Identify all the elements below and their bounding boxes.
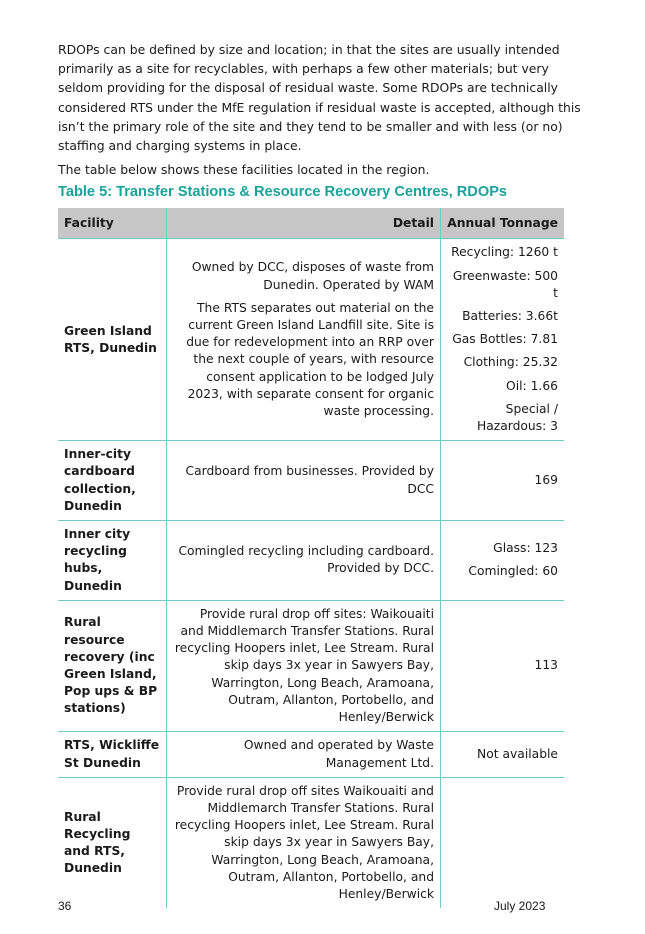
facility-cell: RTS, Wickliffe St Dunedin bbox=[58, 732, 167, 777]
tonnage-value: Glass: 123 bbox=[493, 541, 558, 556]
tonnage-column-header: Annual Tonnage bbox=[441, 208, 565, 239]
detail-paragraph: Provide rural drop off sites: Waikouaiti and Middlemarch Transfer Stations. Rural recycling Hoopers inlet, Lee Stream. Rural skip days 3x year in Sawyers Bay, Warrington, Long Beach, Aramoana, Outram, Allanton, Portobello, and Henley/Berwick bbox=[174, 606, 434, 725]
facility-cell: Rural Recycling and RTS, Dunedin bbox=[58, 777, 167, 908]
detail-cell bbox=[167, 239, 441, 441]
intro-paragraph: RDOPs can be defined by size and location; in that the sites are usually intended primarily as a site for recyclables, with perhaps a few other materials; but very seldom providing for the disposal of residual waste. Some RDOPs are technically considered RTS under the MfE regulation if residual waste is accepted, although this isn’t the primary role of the site and they tend to be smaller and with less (or no) staffing and charging systems in place. bbox=[58, 42, 581, 154]
footer-date: July 2023 bbox=[494, 899, 546, 913]
tonnage-value: Not available bbox=[477, 746, 558, 761]
tonnage-cell bbox=[441, 239, 565, 441]
tonnage-value: Clothing: 25.32 bbox=[463, 355, 558, 370]
tonnage-value: Oil: 1.66 bbox=[506, 378, 558, 393]
facility-cell: Inner city recycling hubs, Dunedin bbox=[58, 521, 167, 601]
table-body bbox=[58, 239, 564, 908]
intro-paragraph: The table below shows these facilities located in the region. bbox=[58, 162, 430, 178]
detail-column-header: Detail bbox=[167, 208, 441, 239]
detail-paragraph: Owned by DCC, disposes of waste from Dunedin. Operated by WAM bbox=[191, 260, 434, 292]
document-page bbox=[58, 40, 588, 908]
facility-cell: Inner-city cardboard collection, Dunedin bbox=[58, 441, 167, 521]
facility-column-header: Facility bbox=[58, 208, 167, 239]
tonnage-cell bbox=[441, 732, 565, 777]
tonnage-value: 113 bbox=[534, 658, 558, 673]
tonnage-value: Greenwaste: 500 t bbox=[452, 268, 558, 300]
detail-paragraph: The RTS separates out material on the current Green Island Landfill site. Site is due for redevelopment into an RRP over the next couple of years, with resource consent application to be lodged July 2023, with separate consent for organic waste processing. bbox=[186, 300, 434, 419]
table-row bbox=[58, 777, 564, 908]
detail-paragraph: Comingled recycling including cardboard. Provided by DCC. bbox=[178, 544, 434, 576]
facility-cell: Green Island RTS, Dunedin bbox=[58, 239, 167, 441]
tonnage-cell bbox=[441, 600, 565, 731]
table-row bbox=[58, 521, 564, 601]
table-caption: Table 5: Transfer Stations & Resource Recovery Centres, RDOPs bbox=[58, 184, 508, 201]
detail-paragraph: Owned and operated by Waste Management Ltd. bbox=[243, 738, 434, 770]
tonnage-value: Recycling: 1260 t bbox=[451, 245, 558, 260]
detail-paragraph: Provide rural drop off sites Waikouaiti and Middlemarch Transfer Stations. Rural recycling Hoopers inlet, Lee Stream. Rural skip days 3x year in Sawyers Bay, Warrington, Long Beach, Aramoana, Outram, Allanton, Portobello, and Henley/Berwick bbox=[174, 783, 434, 901]
table-header-row bbox=[58, 208, 564, 239]
detail-cell bbox=[167, 441, 441, 521]
detail-cell bbox=[167, 600, 441, 731]
table-row bbox=[58, 441, 564, 521]
tonnage-cell bbox=[441, 521, 565, 601]
tonnage-cell bbox=[441, 441, 565, 521]
tonnage-value: Gas Bottles: 7.81 bbox=[452, 332, 558, 347]
detail-paragraph: Cardboard from businesses. Provided by DCC bbox=[185, 464, 434, 496]
tonnage-value: Comingled: 60 bbox=[468, 564, 558, 579]
detail-cell bbox=[167, 777, 441, 908]
table-row bbox=[58, 239, 564, 441]
tonnage-value: Batteries: 3.66t bbox=[462, 309, 558, 324]
facility-cell: Rural resource recovery (inc Green Island, Pop ups & BP stations) bbox=[58, 600, 167, 731]
page-number: 36 bbox=[58, 899, 72, 913]
facilities-table bbox=[58, 208, 564, 908]
detail-cell bbox=[167, 732, 441, 777]
table-row bbox=[58, 732, 564, 777]
tonnage-value: Special / Hazardous: 3 bbox=[476, 401, 558, 434]
tonnage-cell bbox=[441, 777, 565, 908]
table-row bbox=[58, 600, 564, 731]
tonnage-value: 169 bbox=[534, 473, 558, 488]
detail-cell bbox=[167, 521, 441, 601]
